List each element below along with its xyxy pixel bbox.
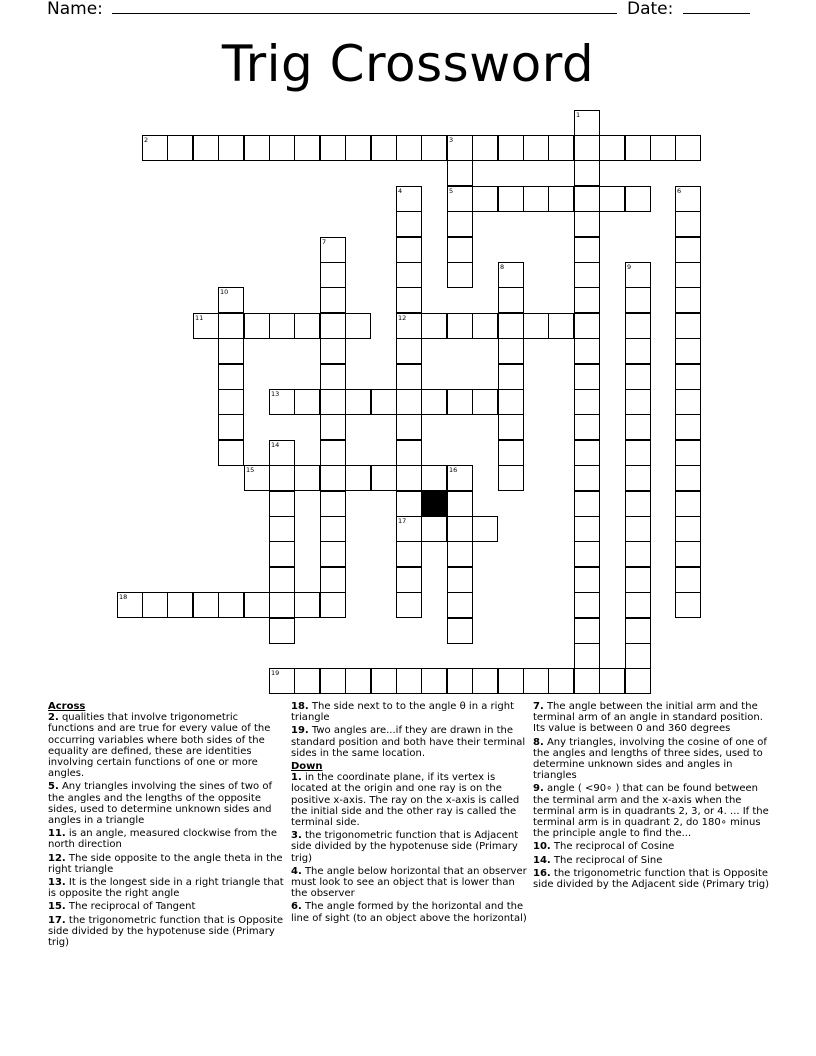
grid-cell[interactable] [675,211,701,237]
grid-cell[interactable] [142,592,168,618]
grid-cell[interactable] [193,592,219,618]
grid-cell[interactable] [574,186,600,212]
clue-text: angle ( <90∘ ) that can be found between the terminal arm and the x-axis when the terminal arm is in quadrants 2, 3, or 4. ... If the terminal arm is in quadrant 2, do 180∘ minus the principle angle to find the... [533,783,769,840]
grid-cell[interactable] [396,389,422,415]
grid-cell[interactable] [625,516,651,542]
grid-cell[interactable] [294,668,320,694]
grid-cell[interactable] [320,668,346,694]
grid-cell[interactable] [625,186,651,212]
clue-number: 16 [449,466,458,474]
clue-item [291,772,527,828]
grid-cell[interactable] [320,262,346,288]
clue-item [48,877,284,899]
grid-cell[interactable] [218,414,244,440]
grid-cell[interactable] [625,287,651,313]
clue-text: the trigonometric function that is Opposite side divided by the hypotenuse side (Primary trig) [48,914,284,949]
grid-cell[interactable] [498,287,524,313]
clue-number: 4 [398,187,403,195]
grid-cell[interactable] [625,440,651,466]
grid-cell[interactable] [396,186,422,212]
grid-cell[interactable] [447,541,473,567]
grid-cell[interactable] [269,541,295,567]
clue-number: 11 [195,314,204,322]
grid-cell[interactable] [320,287,346,313]
grid-cell[interactable] [523,186,549,212]
grid-cell[interactable] [396,668,422,694]
grid-cell[interactable] [498,465,524,491]
grid-cell[interactable] [574,643,600,669]
grid-cell[interactable] [269,618,295,644]
grid-cell[interactable] [523,135,549,161]
grid-cell[interactable] [625,338,651,364]
grid-cell[interactable] [574,541,600,567]
clue-number: 3 [449,136,454,144]
clue-number: 12 [398,314,407,322]
grid-cell[interactable] [320,541,346,567]
clue-text: The angle between the initial arm and the terminal arm of an angle in standard position. Its value is between 0 and 360 degrees [533,701,763,735]
grid-cell[interactable] [396,287,422,313]
clue-item [48,712,284,779]
grid-cell[interactable] [675,135,701,161]
grid-cell[interactable] [625,592,651,618]
grid-cell[interactable] [320,592,346,618]
grid-cell[interactable] [574,668,600,694]
clue-number: 10. [533,841,551,853]
grid-cell[interactable] [574,618,600,644]
clue-item [291,830,527,864]
grid-cell[interactable] [625,541,651,567]
grid-cell[interactable] [625,618,651,644]
grid-cell[interactable] [447,211,473,237]
clue-item [533,868,769,890]
grid-cell[interactable] [320,414,346,440]
grid-cell[interactable] [447,465,473,491]
grid-cell[interactable] [447,668,473,694]
clue-text: qualities that involve trigonometric functions and are true for every value of the occurring variables where both sides of the equality are defined, these are identities involving certain functions of one or more angles. [48,712,271,780]
grid-cell[interactable] [472,186,498,212]
grid-cell[interactable] [345,465,371,491]
grid-cell[interactable] [320,135,346,161]
grid-cell[interactable] [320,237,346,263]
grid-cell[interactable] [244,465,270,491]
grid-cell[interactable] [472,668,498,694]
grid-cell[interactable] [294,592,320,618]
clue-number: 1 [576,111,581,119]
grid-cell[interactable] [625,364,651,390]
clue-number: 6 [677,187,682,195]
grid-cell[interactable] [396,338,422,364]
clue-number: 12. [48,852,66,864]
grid-cell[interactable] [625,262,651,288]
grid-cell[interactable] [447,567,473,593]
grid-cell[interactable] [167,135,193,161]
grid-cell[interactable] [218,313,244,339]
grid-cell[interactable] [675,262,701,288]
grid-cell[interactable] [650,135,676,161]
clue-item [533,701,769,735]
grid-cell[interactable] [193,313,219,339]
clue-number: 2. [48,712,59,724]
grid-cell[interactable] [396,516,422,542]
clue-text: The side next to to the angle θ in a right triangle [291,701,515,724]
grid-cell[interactable] [548,135,574,161]
grid-cell[interactable] [421,389,447,415]
grid-cell[interactable] [421,668,447,694]
clue-text: Two angles are...if they are drawn in the standard position and both have their terminal sides in the same location. [291,725,526,759]
clue-number: 17 [398,517,407,525]
grid-cell[interactable] [167,592,193,618]
grid-cell[interactable] [396,364,422,390]
grid-cell[interactable] [345,389,371,415]
clue-item [48,781,284,826]
grid-cell[interactable] [320,516,346,542]
grid-cell[interactable] [269,491,295,517]
clue-item [48,853,284,875]
clue-number: 3. [291,830,302,842]
clue-text: The side opposite to the angle theta in the right triangle [48,852,283,875]
grid-cell[interactable] [269,389,295,415]
clue-item [533,841,769,852]
grid-cell[interactable] [675,440,701,466]
grid-cell[interactable] [269,567,295,593]
grid-cell[interactable] [599,186,625,212]
grid-cell[interactable] [421,313,447,339]
grid-cell[interactable] [498,338,524,364]
grid-cell[interactable] [574,211,600,237]
grid-cell[interactable] [548,313,574,339]
grid-cell[interactable] [396,237,422,263]
clue-number: 8 [500,263,505,271]
grid-cell[interactable] [371,389,397,415]
grid-cell[interactable] [625,491,651,517]
clue-number: 6. [291,901,302,913]
grid-cell[interactable] [294,465,320,491]
grid-cell[interactable] [498,364,524,390]
grid-cell[interactable] [447,135,473,161]
grid-cell[interactable] [574,491,600,517]
clue-number: 13. [48,877,66,889]
grid-cell[interactable] [675,287,701,313]
clue-text: The reciprocal of Cosine [550,841,675,853]
grid-cell[interactable] [675,465,701,491]
grid-cell[interactable] [421,135,447,161]
clue-number: 17. [48,914,66,926]
clue-text: Any triangles involving the sines of two of the angles and the lengths of the opposite sides, used to determine unknown sides and angles in a triangle [48,781,272,827]
grid-cell[interactable] [421,465,447,491]
grid-cell[interactable] [396,541,422,567]
grid-cell[interactable] [498,389,524,415]
grid-cell[interactable] [294,313,320,339]
clue-number: 9 [627,263,632,271]
grid-cell[interactable] [498,186,524,212]
grid-cell[interactable] [574,465,600,491]
grid-cell[interactable] [498,440,524,466]
grid-cell[interactable] [320,313,346,339]
grid-cell[interactable] [472,516,498,542]
grid-cell[interactable] [447,516,473,542]
clue-column-3 [533,701,769,892]
grid-cell[interactable] [574,516,600,542]
grid-cell[interactable] [244,592,270,618]
page-title: Trig Crossword [221,35,595,93]
grid-cell[interactable] [447,160,473,186]
grid-cell[interactable] [675,313,701,339]
clue-column-1 [48,701,284,950]
clue-number: 18. [291,701,309,712]
grid-cell[interactable] [675,237,701,263]
black-square [421,491,447,517]
grid-cell[interactable] [498,414,524,440]
grid-cell[interactable] [320,491,346,517]
grid-cell[interactable] [294,135,320,161]
clue-item [291,725,527,759]
grid-cell[interactable] [396,440,422,466]
grid-cell[interactable] [675,389,701,415]
clue-number: 7. [533,701,544,712]
clue-item [533,783,769,839]
grid-cell[interactable] [625,668,651,694]
grid-cell[interactable] [269,465,295,491]
grid-cell[interactable] [625,313,651,339]
grid-cell[interactable] [447,389,473,415]
grid-cell[interactable] [472,389,498,415]
clue-text: The reciprocal of Tangent [65,901,196,913]
clue-item [48,915,284,949]
grid-cell[interactable] [574,110,600,136]
clue-number: 5 [449,187,454,195]
grid-cell[interactable] [574,440,600,466]
clue-text: The reciprocal of Sine [550,854,663,866]
clue-number: 19. [291,725,309,737]
clue-text: the trigonometric function that is Adjacent side divided by the hypotenuse side (Primary trig) [291,830,519,864]
clue-item [291,866,527,900]
grid-cell[interactable] [599,135,625,161]
grid-cell[interactable] [218,135,244,161]
grid-cell[interactable] [396,211,422,237]
grid-cell[interactable] [218,364,244,390]
grid-cell[interactable] [269,668,295,694]
clue-item [533,737,769,782]
grid-cell[interactable] [574,160,600,186]
grid-cell[interactable] [548,668,574,694]
grid-cell[interactable] [269,135,295,161]
clue-number: 9. [533,783,544,795]
grid-cell[interactable] [320,364,346,390]
grid-cell[interactable] [675,541,701,567]
grid-cell[interactable] [574,592,600,618]
clue-number: 1. [291,772,302,784]
grid-cell[interactable] [472,135,498,161]
grid-cell[interactable] [396,592,422,618]
grid-cell[interactable] [218,287,244,313]
grid-cell[interactable] [574,287,600,313]
grid-cell[interactable] [675,338,701,364]
grid-cell[interactable] [193,135,219,161]
clue-item [291,901,527,923]
grid-cell[interactable] [447,262,473,288]
clue-text: in the coordinate plane, if its vertex is located at the origin and one ray is on the positive x-axis. The ray on the x-axis is called the initial side and the other ray is called the terminal side. [291,772,520,829]
clue-number: 5. [48,781,59,793]
grid-cell[interactable] [675,516,701,542]
grid-cell[interactable] [574,414,600,440]
grid-cell[interactable] [675,567,701,593]
grid-cell[interactable] [625,567,651,593]
grid-cell[interactable] [218,592,244,618]
grid-cell[interactable] [574,135,600,161]
clue-number: 11. [48,828,66,840]
clue-item [291,701,527,723]
grid-cell[interactable] [498,135,524,161]
grid-cell[interactable] [320,465,346,491]
grid-cell[interactable] [625,135,651,161]
clue-number: 13 [271,390,280,398]
clue-text: is an angle, measured clockwise from the north direction [48,828,277,851]
clue-number: 15 [246,466,255,474]
clue-number: 18 [119,593,128,601]
grid-cell[interactable] [320,338,346,364]
down-heading: Down [291,761,323,773]
grid-cell[interactable] [675,186,701,212]
grid-cell[interactable] [574,313,600,339]
grid-cell[interactable] [421,516,447,542]
clue-column-2 [291,701,527,926]
grid-cell[interactable] [447,618,473,644]
clue-number: 14. [533,854,551,866]
clue-number: 10 [220,288,229,296]
clue-item [48,901,284,912]
grid-cell[interactable] [320,389,346,415]
grid-cell[interactable] [625,414,651,440]
grid-cell[interactable] [625,465,651,491]
grid-cell[interactable] [371,465,397,491]
clue-number: 4. [291,865,302,877]
grid-cell[interactable] [447,313,473,339]
grid-cell[interactable] [675,414,701,440]
grid-cell[interactable] [447,186,473,212]
clue-text: the trigonometric function that is Opposite side divided by the Adjacent side (Primary trig) [533,867,770,891]
grid-cell[interactable] [447,491,473,517]
clue-item [533,855,769,866]
grid-cell[interactable] [345,135,371,161]
grid-cell[interactable] [523,313,549,339]
clue-number: 7 [322,238,327,246]
clue-text: Any triangles, involving the cosine of one of the angles and lengths of three sides, used to determine unknown sides and angles in triangles [533,736,767,782]
grid-cell[interactable] [396,262,422,288]
grid-cell[interactable] [574,567,600,593]
grid-cell[interactable] [574,237,600,263]
grid-cell[interactable] [625,389,651,415]
grid-cell[interactable] [675,364,701,390]
clue-number: 16. [533,867,551,879]
grid-cell[interactable] [498,668,524,694]
grid-cell[interactable] [498,313,524,339]
grid-cell[interactable] [396,465,422,491]
grid-cell[interactable] [472,313,498,339]
clue-item [48,828,284,850]
grid-cell[interactable] [523,668,549,694]
grid-cell[interactable] [675,592,701,618]
name-label: Name: [47,0,103,19]
grid-cell[interactable] [396,414,422,440]
clue-number: 8. [533,736,544,748]
clue-text: It is the longest side in a right triangle that is opposite the right angle [48,877,284,900]
across-heading: Across [48,701,86,712]
grid-cell[interactable] [574,389,600,415]
grid-cell[interactable] [675,491,701,517]
grid-cell[interactable] [625,643,651,669]
grid-cell[interactable] [142,135,168,161]
grid-cell[interactable] [244,135,270,161]
grid-cell[interactable] [396,135,422,161]
grid-cell[interactable] [345,668,371,694]
date-label: Date: [627,0,674,19]
grid-cell[interactable] [548,186,574,212]
grid-cell[interactable] [294,389,320,415]
grid-cell[interactable] [396,491,422,517]
clue-number: 19 [271,669,280,677]
grid-cell[interactable] [498,262,524,288]
clue-text: The angle below horizontal that an observer must look to see an object that is lower than the observer [291,865,527,900]
grid-cell[interactable] [218,440,244,466]
grid-cell[interactable] [599,668,625,694]
grid-cell[interactable] [396,567,422,593]
clue-number: 14 [271,441,280,449]
grid-cell[interactable] [447,237,473,263]
clue-number: 2 [144,136,149,144]
grid-cell[interactable] [574,262,600,288]
grid-cell[interactable] [269,440,295,466]
grid-cell[interactable] [218,338,244,364]
grid-cell[interactable] [345,313,371,339]
grid-cell[interactable] [244,313,270,339]
clue-number: 15. [48,901,66,913]
grid-cell[interactable] [117,592,143,618]
grid-cell[interactable] [320,440,346,466]
grid-cell[interactable] [320,567,346,593]
grid-cell[interactable] [269,313,295,339]
grid-cell[interactable] [371,135,397,161]
grid-cell[interactable] [574,364,600,390]
grid-cell[interactable] [396,313,422,339]
grid-cell[interactable] [371,668,397,694]
grid-cell[interactable] [218,389,244,415]
clue-text: The angle formed by the horizontal and the line of sight (to an object above the horizontal) [291,901,527,924]
grid-cell[interactable] [574,338,600,364]
grid-cell[interactable] [447,592,473,618]
grid-cell[interactable] [269,516,295,542]
grid-cell[interactable] [269,592,295,618]
